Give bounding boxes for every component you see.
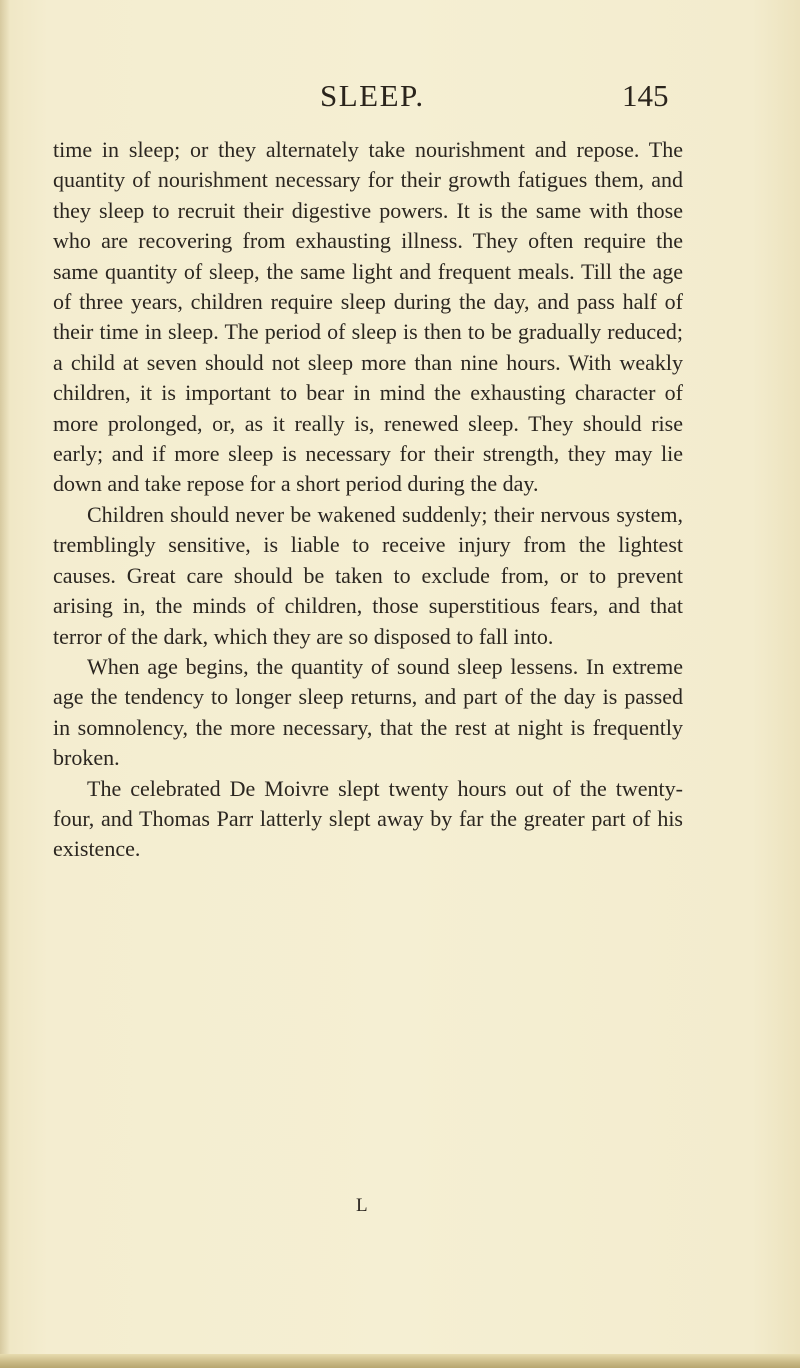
page-number: 145 [622,78,669,113]
page-bottom-edge [0,1354,800,1368]
body-text [53,135,683,865]
paragraph-continued: time in sleep; or they alternately take nourishment and repose. The quantity of nourishment necessary for their growth fatigues them, and they sleep to recruit their digestive powers. It is the same with those who are recovering from exhausting illness. They often require the same quantity of sleep, the same light and frequent meals. Till the age of three years, children require sleep during the day, and pass half of their time in sleep. The period of sleep is then to be gradually reduced; a child at seven should not sleep more than nine hours. With weakly children, it is important to bear in mind the exhausting character of more prolonged, or, as it really is, renewed sleep. They should rise early; and if more sleep is necessary for their strength, they may lie down and take repose for a short period during the day. [53,137,683,497]
page-header [0,78,800,122]
paragraph-waking-children: Children should never be wakened suddenly; their nervous system, tremblingly sensitive, is liable to receive injury from the lightest causes. Great care should be taken to exclude from, or to prevent arising in, the minds of children, those superstitious fears, and that terror of the dark, which they are so disposed to fall into. [53,501,683,649]
signature-mark: L [356,1195,368,1216]
paragraph-de-moivre: The celebrated De Moivre slept twenty hours out of the twenty-four, and Thomas Parr latterly slept away by far the greater part of his existence. [53,775,683,862]
paragraph-old-age: When age begins, the quantity of sound sleep lessens. In extreme age the tendency to longer sleep returns, and part of the day is passed in somnolency, the more necessary, that the rest at night is frequently broken. [53,653,683,771]
running-title: SLEEP. [320,78,425,113]
spine-shadow [0,0,10,1368]
